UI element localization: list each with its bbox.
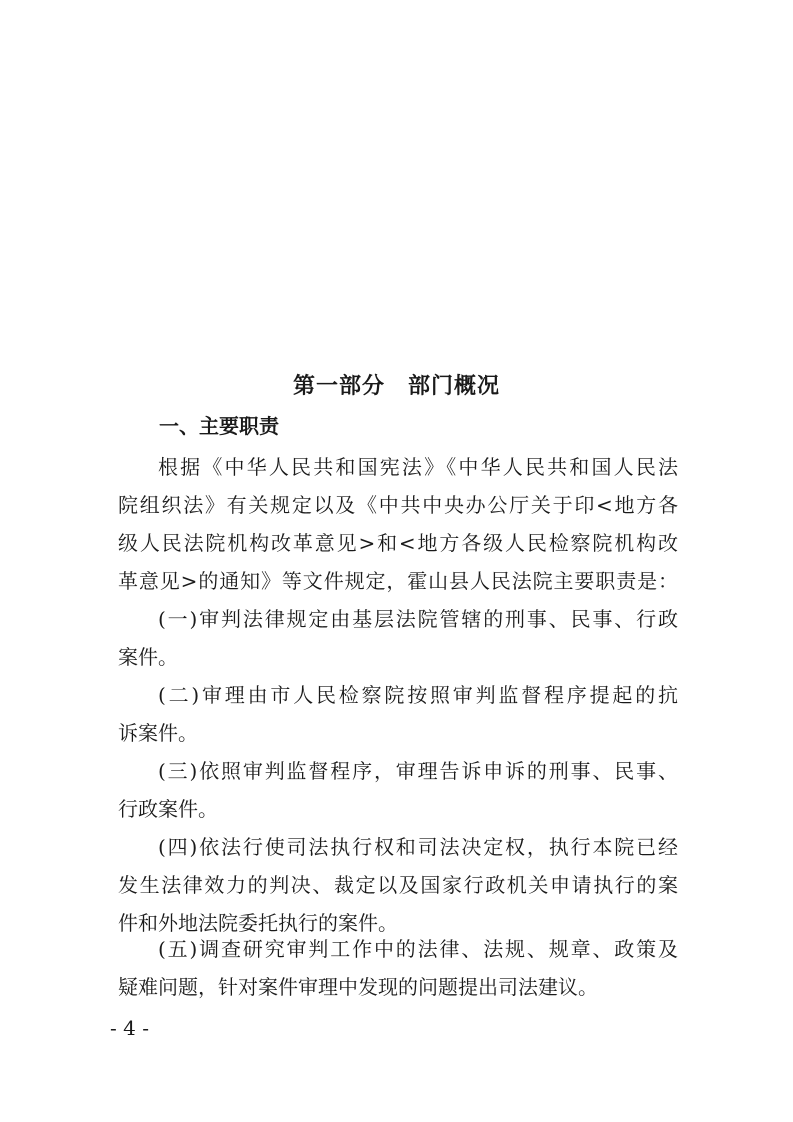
duty-item-1 [118,600,678,676]
duty-item-5 [118,930,678,1006]
paragraph-line: 级人民法院机构改革意见>和<地方各级人民检察院机构改 [118,531,678,555]
duty-item-3 [118,752,678,828]
section-heading: 一、主要职责 [159,414,279,438]
paragraph-line: 行政案件。 [118,797,218,821]
paragraph-line: 案件。 [118,645,178,669]
paragraph-line: 诉案件。 [118,721,198,745]
paragraph-line: 根据《中华人民共和国宪法》《中华人民共和国人民法 [158,455,678,479]
duty-item-4 [118,828,678,942]
paragraph-line: (四)依法行使司法执行权和司法决定权，执行本院已经 [158,835,678,859]
paragraph-intro [118,448,678,600]
paragraph-line: 件和外地法院委托执行的案件。 [118,911,398,935]
paragraph-line: 发生法律效力的判决、裁定以及国家行政机关申请执行的案 [118,873,678,897]
page-title: 第一部分 部门概况 [292,374,500,399]
paragraph-line: 疑难问题，针对案件审理中发现的问题提出司法建议。 [118,975,598,999]
paragraph-line: 革意见>的通知》等文件规定，霍山县人民法院主要职责是： [118,569,678,593]
duty-item-2 [118,676,678,752]
paragraph-line: (三)依照审判监督程序，审理告诉申诉的刑事、民事、 [158,759,678,783]
paragraph-line: 院组织法》有关规定以及《中共中央办公厅关于印<地方各 [118,493,678,517]
paragraph-line: (五)调查研究审判工作中的法律、法规、规章、政策及 [158,937,678,961]
paragraph-line: (一)审判法律规定由基层法院管辖的刑事、民事、行政 [158,607,678,631]
page-number: - 4 - [110,1016,149,1040]
paragraph-line: (二)审理由市人民检察院按照审判监督程序提起的抗 [158,683,678,707]
